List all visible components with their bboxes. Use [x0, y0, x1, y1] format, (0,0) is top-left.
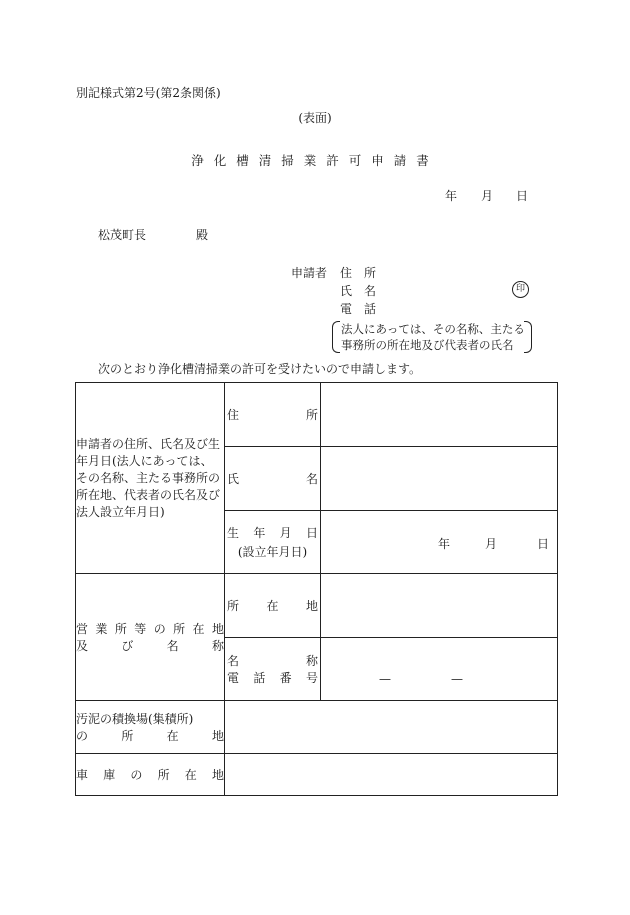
address-label-cell: [225, 383, 321, 447]
corporate-note-line1: 法人にあっては、その名称、主たる: [341, 322, 525, 336]
name-label-cell: [225, 447, 321, 511]
office-name-phone-value-cell[interactable]: [321, 638, 558, 701]
request-statement: 次のとおり浄化槽清掃業の許可を受けたいので申請します。: [98, 362, 422, 376]
birth-day: 日: [537, 537, 550, 551]
office-name-label: 名 称: [227, 654, 318, 668]
applicant-label: 申請者: [291, 266, 328, 280]
table-row: [76, 383, 558, 447]
address-label: 住 所: [227, 408, 318, 422]
sludge-value-cell[interactable]: [225, 701, 558, 754]
bracket-right: [524, 321, 532, 353]
location-label: 所 在 地: [227, 599, 318, 613]
corporate-note: [332, 321, 532, 351]
applicant-name-label: 氏 名: [340, 284, 377, 298]
birth-month: 月: [485, 537, 498, 551]
table-row: [76, 754, 558, 796]
location-label-cell: [225, 574, 321, 638]
addressee: 松茂町長: [98, 228, 147, 242]
form-reference: 別記様式第2号(第2条関係): [76, 86, 221, 100]
table-row: [76, 574, 558, 638]
corporate-note-line2: 事務所の所在地及び代表者の氏名: [341, 338, 514, 352]
birth-sub-label: (設立年月日): [237, 545, 308, 559]
address-value-cell[interactable]: [321, 383, 558, 447]
date-year: 年: [445, 189, 458, 203]
phone-dash-1: —: [379, 672, 391, 686]
name-value-cell[interactable]: [321, 447, 558, 511]
sludge-section-label: [76, 701, 225, 754]
honorific: 殿: [196, 228, 209, 242]
date-day: 日: [516, 189, 529, 203]
garage-section-label: 車庫の所在地: [76, 754, 225, 796]
office-name-phone-label-cell: [225, 638, 321, 701]
phone-dash-2: —: [451, 672, 463, 686]
date-month: 月: [481, 189, 494, 203]
applicant-section-label: 申請者の住所、氏名及び生年月日(法人にあっては、その名称、主たる事務所の所在地、代表者の氏名及び法人設立年月日): [76, 383, 225, 574]
name-label: 氏 名: [227, 472, 318, 486]
office-section-label: [76, 574, 225, 701]
side-label: (表面): [298, 111, 332, 125]
garage-value-cell[interactable]: [225, 754, 558, 796]
office-label-line1: 営業所等の所在地: [76, 622, 224, 636]
office-phone-label: 電 話 番 号: [227, 671, 318, 685]
location-value-cell[interactable]: [321, 574, 558, 638]
document-title: 浄化槽清掃業許可申請書: [191, 153, 439, 168]
application-table: [75, 382, 558, 796]
sludge-label-line2: の所在地: [76, 729, 224, 743]
table-row: [76, 701, 558, 754]
birth-label-cell: [225, 511, 321, 574]
applicant-address-label: 住 所: [340, 266, 377, 280]
seal-mark: 印: [512, 281, 529, 298]
office-label-line2: 及び名称: [76, 639, 224, 653]
sludge-label-line1: 汚泥の積換場(集積所): [76, 712, 194, 726]
applicant-phone-label: 電 話: [340, 302, 377, 316]
birth-year: 年: [438, 537, 451, 551]
birth-label: 生 年 月 日: [227, 526, 318, 540]
birth-value-cell[interactable]: [321, 511, 558, 574]
bracket-left: [332, 321, 340, 353]
